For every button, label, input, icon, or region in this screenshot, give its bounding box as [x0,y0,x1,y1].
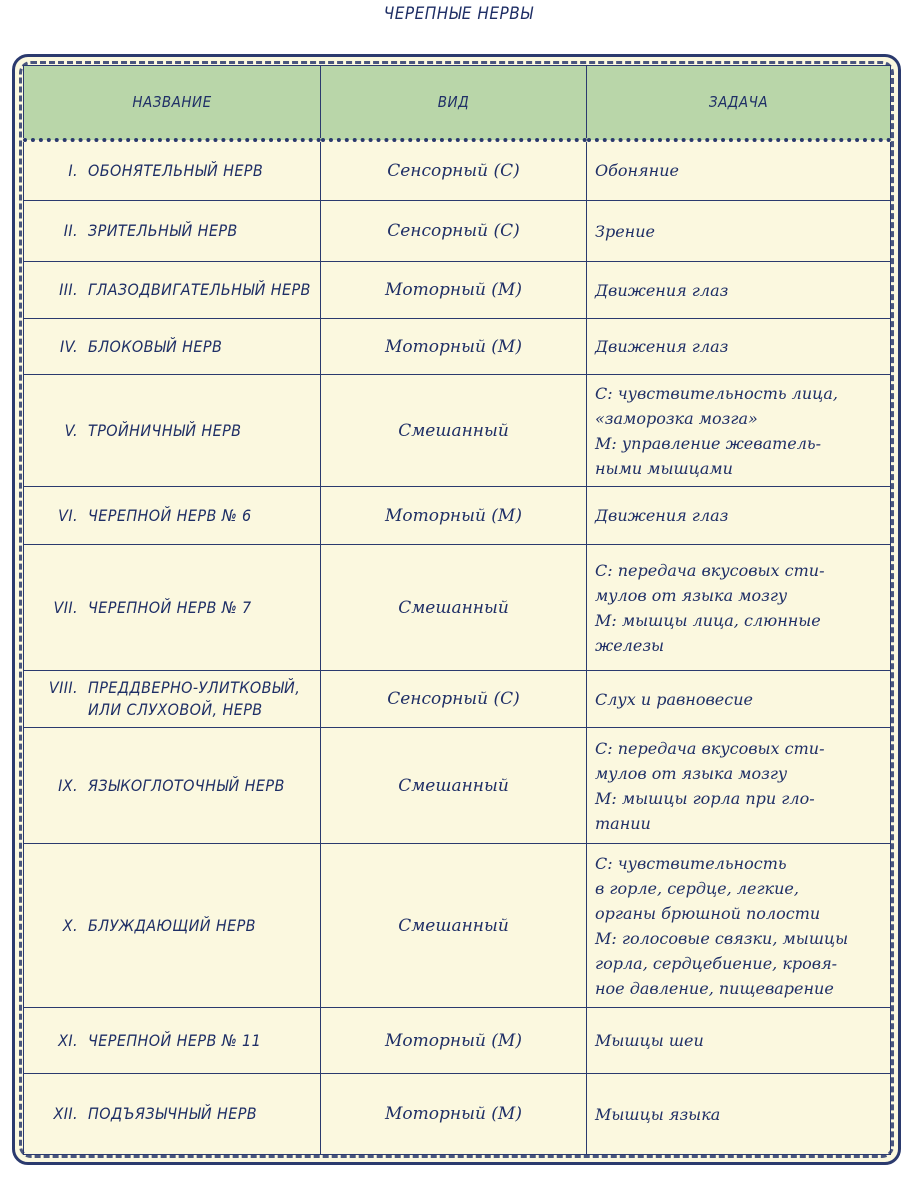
table-row [24,545,891,671]
nerve-type: Моторный (М) [321,1008,587,1074]
nerve-task: Слух и равновесие [587,671,891,728]
nerve-name: ЧЕРЕПНОЙ НЕРВ № 7 [88,597,252,617]
nerve-type: Моторный (М) [321,487,587,545]
nerve-type: Сенсорный (С) [321,140,587,201]
nerve-name-cell [24,375,321,487]
table-frame [12,54,901,1165]
nerve-type: Сенсорный (С) [321,671,587,728]
nerve-number: X. [62,915,78,935]
table-row [24,671,891,728]
nerve-name-cell [24,844,321,1008]
table-row [24,1074,891,1155]
table-row [24,375,891,487]
table-row [24,728,891,844]
nerve-name-cell [24,1008,321,1074]
nerve-name: БЛУЖДАЮЩИЙ НЕРВ [88,915,256,935]
table-row [24,262,891,319]
nerve-type: Моторный (М) [321,319,587,375]
nerve-type: Смешанный [321,375,587,487]
nerve-number: I. [68,160,78,180]
header-row [24,66,891,140]
nerve-name: ЗРИТЕЛЬНЫЙ НЕРВ [88,221,238,240]
nerve-task: Движения глаз [587,319,891,375]
table-row [24,1008,891,1074]
nerve-name-cell [24,728,321,844]
table-row [24,487,891,545]
nerve-type: Моторный (М) [321,262,587,319]
table-row [24,140,891,201]
nerve-task: С: передача вкусовых сти- мулов от языка мозгу М: мышцы лица, слюнные железы [587,545,891,671]
nerve-task: Мышцы языка [587,1074,891,1155]
nerve-number: VI. [58,505,78,525]
nerve-name: ОБОНЯТЕЛЬНЫЙ НЕРВ [88,160,264,180]
nerve-task: Движения глаз [587,262,891,319]
nerve-type: Смешанный [321,545,587,671]
nerve-number: XII. [53,1104,78,1123]
nerve-type: Моторный (М) [321,1074,587,1155]
nerve-name: ЧЕРЕПНОЙ НЕРВ № 6 [88,505,252,525]
header-name: НАЗВАНИЕ [24,66,321,140]
nerve-name: ГЛАЗОДВИГАТЕЛЬНЫЙ НЕРВ [88,280,311,299]
nerve-number: IV. [59,336,78,356]
nerve-number: VIII. [48,678,78,697]
nerve-number: VII. [53,597,78,617]
table-row [24,201,891,262]
page-title: ЧЕРЕПНЫЕ НЕРВЫ [383,4,534,24]
cranial-nerves-table [23,65,891,1155]
nerve-task: С: чувствительность лица, «заморозка мозга» М: управление жеватель- ными мышцами [587,375,891,487]
nerve-name: ЯЗЫКОГЛОТОЧНЫЙ НЕРВ [88,775,285,795]
nerve-number: IX. [58,775,78,795]
nerve-type: Сенсорный (С) [321,201,587,262]
nerve-task: Движения глаз [587,487,891,545]
nerve-name-cell [24,201,321,262]
nerve-name: ПОДЪЯЗЫЧНЫЙ НЕРВ [88,1104,258,1123]
nerve-task: Зрение [587,201,891,262]
table-row [24,319,891,375]
nerve-number: III. [59,280,78,299]
nerve-task: Мышцы шеи [587,1008,891,1074]
nerve-name: БЛОКОВЫЙ НЕРВ [88,336,223,356]
nerve-name-cell [24,1074,321,1155]
nerve-name: ПРЕДДВЕРНО-УЛИТКОВЫЙ, ИЛИ СЛУХОВОЙ, НЕРВ [88,678,301,719]
nerve-name-cell [24,262,321,319]
nerve-type: Смешанный [321,728,587,844]
nerve-task: С: передача вкусовых сти- мулов от языка мозгу М: мышцы горла при гло- тании [587,728,891,844]
table-row [24,844,891,1008]
nerve-name-cell [24,545,321,671]
nerve-type: Смешанный [321,844,587,1008]
header-task: ЗАДАЧА [587,66,891,140]
nerve-number: II. [63,221,78,240]
nerve-name: ТРОЙНИЧНЫЙ НЕРВ [88,420,242,440]
nerve-number: XI. [58,1030,78,1050]
header-type: ВИД [321,66,587,140]
nerve-name: ЧЕРЕПНОЙ НЕРВ № 11 [88,1030,262,1050]
nerve-name-cell [24,140,321,201]
nerve-name-cell [24,487,321,545]
nerve-name-cell [24,671,321,728]
nerve-number: V. [64,420,78,440]
nerve-task: С: чувствительность в горле, сердце, легкие, органы брюшной полости М: голосовые связки, мышцы горла, сердцебиение, кровя- ное давление, пищеварение [587,844,891,1008]
nerve-task: Обоняние [587,140,891,201]
nerve-name-cell [24,319,321,375]
